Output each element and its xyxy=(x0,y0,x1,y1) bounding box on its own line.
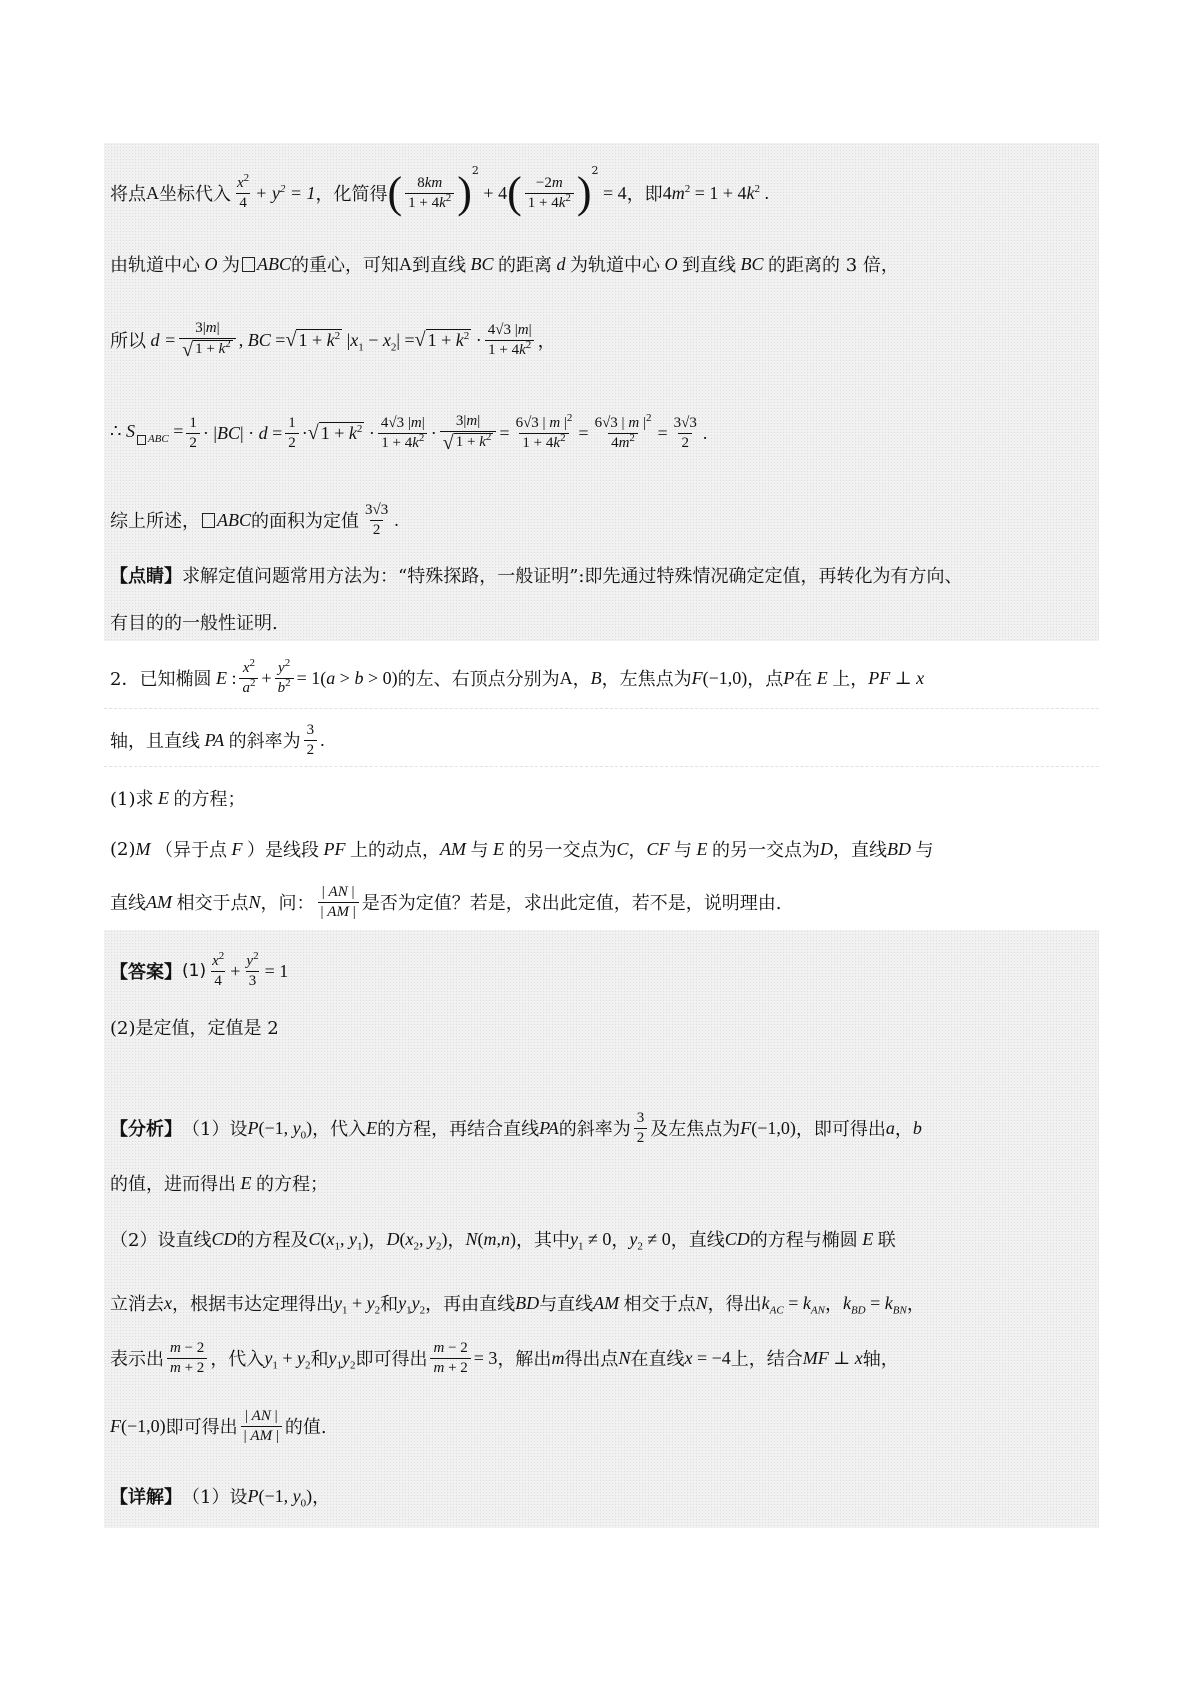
analysis-line: 的值，进而得出 E 的方程； xyxy=(110,1172,328,1195)
answer-line: (2)是定值，定值是 2 xyxy=(110,1018,279,1039)
text-line: 有目的的一般性证明. xyxy=(110,613,278,634)
text-line: 【点睛】 求解定值问题常用方法为：“特殊探路，一般证明”:即先通过特殊情况确定定值，再转化为有方向、 xyxy=(110,566,963,587)
analysis-line: 立消去 x ，根据韦达定理得出 $y_1 + y_2$ 和 $y_1y_2$ ，再由直线 BD 与直线 AM 相交于点 N ，得出 $k_{AC} = k_{AN}$ ， $k_{BD} = k_{BN}$ ， xyxy=(110,1292,925,1317)
question-line: 直线 AM 相交于点 N ，问： $\frac{| AN |}{| AM |}$ 是否为定值？若是，求出此定值，若不是，说明理由. xyxy=(110,883,782,920)
question-line: 2．已知椭圆 E : $\frac{x^2}{a^2}$ + $\frac{y^2}{b^2}$ = 1(a > b > 0) 的左、右顶点分别为 A ， B ，左焦点为 F(−1,0) ，点 P 在 E 上， PF ⊥ x xyxy=(110,656,925,696)
analysis-line: 表示出 $\frac{m - 2}{m + 2}$ ，代入 $y_1 + y_2$ 和 $y_1y_2$ 即可得出 $\frac{m - 2}{m + 2}$ = 3 ，解出 m 得出点 N 在直线 x = −4 上，结合 MF ⊥ x 轴， xyxy=(110,1339,899,1376)
text-line: 将点 A 坐标代入 $\frac{x^2}{4}$ + $y^2 = 1$ ，化简得 ( $\frac{8km}{1 + 4k^2}$ ) 2 + 4 ( $\frac{-2m}{1 + 4k^2}$ ) 2 = 4 ，即 $4m^2 = 1 + 4k^2$ . xyxy=(110,164,769,217)
question-line: 轴，且直线 PA 的斜率为 $\frac{3}{2}$ . xyxy=(110,721,325,758)
analysis-line: （2）设直线 CD 的方程及 $C(x_1$, $y_1$) ， $D(x_2$, $y_2$) ， N(m,n) ，其中 $y_1 \ne 0$ ， $y_2 \ne 0$ ，直线 CD 的方程与椭圆 E 联 xyxy=(110,1228,896,1253)
divider xyxy=(104,708,1099,709)
text-line: 所以 d = 3|m| √ $1 + k^2$ , BC = √ $1 + k^2$ $|x_1 - x_2|$ = √ $1 + k^2$ · $\frac{4√3 |m|}{1 + 4k^2}$ ， xyxy=(110,319,556,361)
text-line: 综上所述， ABC 的面积为定值 $\frac{3√3}{2}$ . xyxy=(110,501,399,538)
analysis-line: 【分析】 （1）设 P(−1, $y_0$) ，代入 E 的方程，再结合直线 PA 的斜率为 $\frac{3}{2}$ 及左焦点为 F(−1,0) ，即可得出 a ， b xyxy=(110,1109,922,1146)
question-line: (1)求 E 的方程； xyxy=(110,787,246,810)
text-line: 由轨道中心 O 为 ABC 的重心，可知 A 到直线 BC 的距离 d 为轨道中心 O 到直线 BC 的距离的 3 倍， xyxy=(110,253,899,276)
answer-line: 【答案】 (1) $\frac{x^2}{4}$ + $\frac{y^2}{3}$ = 1 xyxy=(110,949,289,989)
detail-line: 【详解】 （1）设 P(−1, $y_0$) ， xyxy=(110,1485,331,1510)
text-line: ∴ S $_{ABC}$ = $\frac{1}{2}$ · |BC| · d = $\frac{1}{2}$ · √ $1 + k^2$ · $\frac{4√3 |m|}{1 + 4k^2}$ · 3|m| √ $1 + k^2$ = $\frac{6√3 | m |^2}{1 + 4k^2}$ = $\frac{6√3 | m |^2}{4m^2}$ = $\frac{3√3}{2}$ . xyxy=(110,411,708,454)
question-line: (2) M （异于点 F ）是线段 PF 上的动点， AM 与 E 的另一交点为 C ， CF 与 E 的另一交点为 D ，直线 BD 与 xyxy=(110,838,934,861)
analysis-line: F(−1,0) 即可得出 $\frac{| AN |}{| AM |}$ 的值. xyxy=(110,1407,327,1444)
